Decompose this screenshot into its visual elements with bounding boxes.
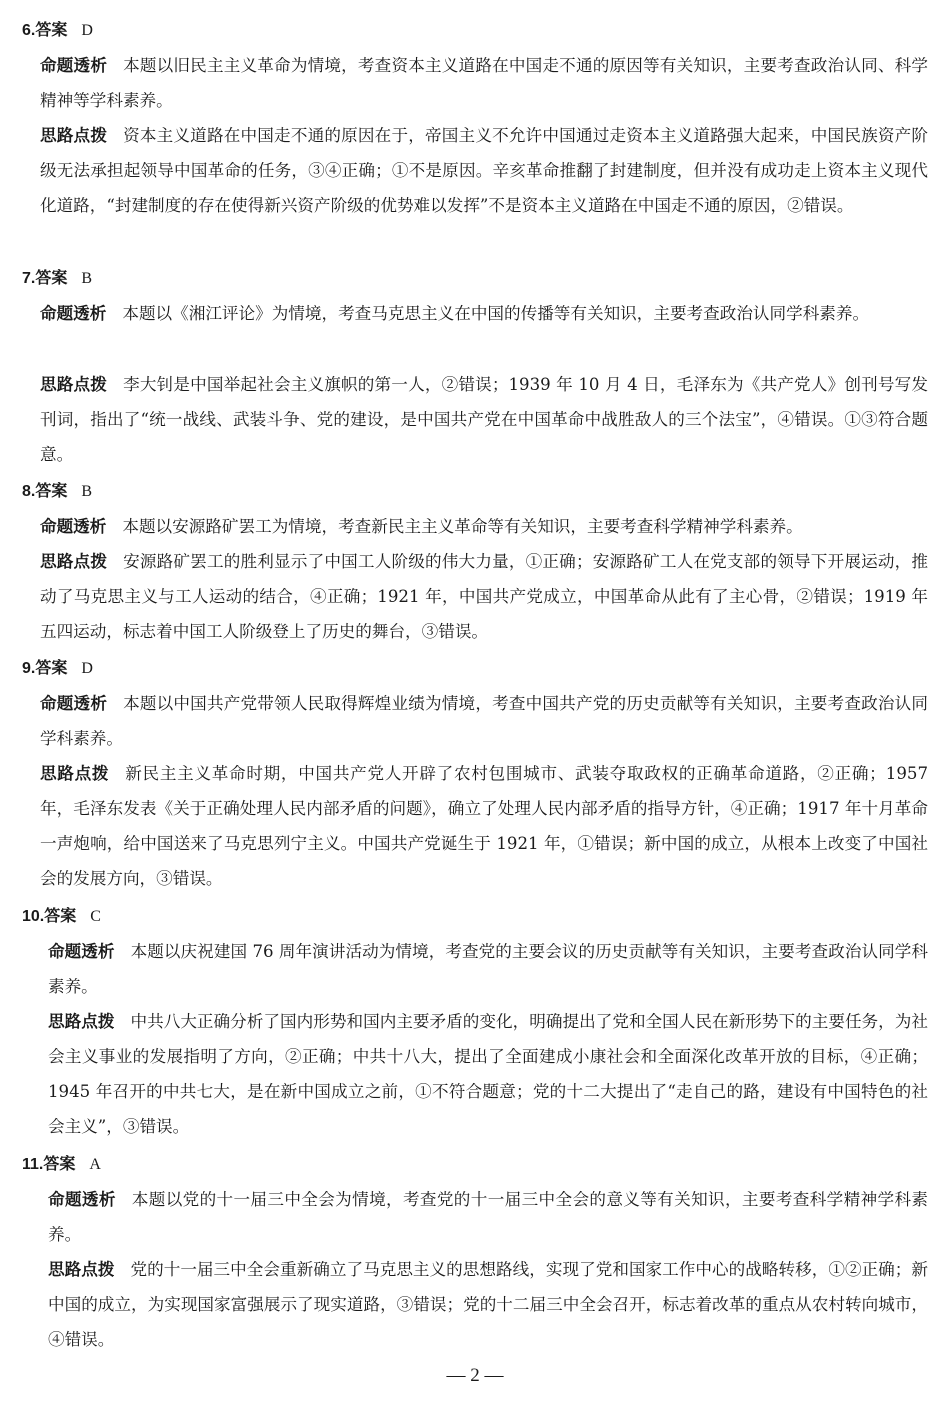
hint-label: 思路点拨 (40, 552, 108, 571)
hint-text: 党的十一届三中全会重新确立了马克思主义的思想路线，实现了党和国家工作中心的战略转移，①②正确；新中国的成立，为实现国家富强展示了现实道路，③错误；党的十二届三中全会召开，标志着改革的重点从农村转向城市，④错误。 (48, 1260, 929, 1349)
question-9-hint (40, 756, 928, 896)
hint-text: 中共八大正确分析了国内形势和国内主要矛盾的变化，明确提出了党和全国人民在新形势下的主要任务，为社会主义事业的发展指明了方向，②正确；中共十八大，提出了全面建成小康社会和全面深化改革开放的目标，④正确；1945 年召开的中共七大，是在新中国成立之前，①不符合题意；党的十二大提出了“走自己的路，建设有中国特色的社会主义”，③错误。 (48, 1012, 929, 1136)
hint-text: 李大钊是中国举起社会主义旗帜的第一人，②错误；1939 年 10 月 4 日，毛泽东为《共产党人》创刊号写发刊词，指出了“统一战线、武装斗争、党的建设，是中国共产党在中国革命中战胜敌人的三个法宝”，④错误。①③符合题意。 (40, 375, 928, 464)
question-6-header (22, 20, 93, 41)
hint-label: 思路点拨 (40, 375, 108, 394)
question-8-analysis (40, 509, 928, 544)
question-11-analysis (48, 1182, 928, 1252)
answer-value: D (81, 22, 93, 39)
question-7-header (22, 268, 92, 289)
question-number: 6. (22, 22, 36, 39)
answer-label: 答案 (44, 906, 77, 925)
analysis-text: 本题以《湘江评论》为情境，考查马克思主义在中国的传播等有关知识，主要考查政治认同学科素养。 (122, 304, 870, 323)
analysis-label: 命题透析 (40, 694, 108, 713)
page-number: — 2 — (446, 1365, 504, 1386)
hint-text: 资本主义道路在中国走不通的原因在于，帝国主义不允许中国通过走资本主义道路强大起来，中国民族资产阶级无法承担起领导中国革命的任务，③④正确；①不是原因。辛亥革命推翻了封建制度，但并没有成功走上资本主义现代化道路，“封建制度的存在使得新兴资产阶级的优势难以发挥”不是资本主义道路在中国走不通的原因，②错误。 (40, 126, 929, 215)
hint-text: 安源路矿罢工的胜利显示了中国工人阶级的伟大力量，①正确；安源路矿工人在党支部的领导下开展运动，推动了马克思主义与工人运动的结合，④正确；1921 年，中国共产党成立，中国革命从此有了主心骨，②错误；1919 年五四运动，标志着中国工人阶级登上了历史的舞台，③错误。 (40, 552, 929, 641)
answer-label: 答案 (43, 1154, 76, 1173)
analysis-label: 命题透析 (40, 517, 107, 536)
question-9-analysis (40, 686, 928, 756)
analysis-text: 本题以中国共产党带领人民取得辉煌业绩为情境，考查中国共产党的历史贡献等有关知识，主要考查政治认同学科素养。 (40, 694, 929, 748)
question-10-analysis (48, 934, 928, 1004)
question-number: 10. (22, 908, 45, 925)
hint-label: 思路点拨 (40, 126, 108, 145)
analysis-text: 本题以安源路矿罢工为情境，考查新民主主义革命等有关知识，主要考查科学精神学科素养。 (122, 517, 803, 536)
question-11-hint (48, 1252, 928, 1357)
question-9-header (22, 658, 93, 679)
analysis-text: 本题以庆祝建国 76 周年演讲活动为情境，考查党的主要会议的历史贡献等有关知识，主要考查政治认同学科素养。 (48, 942, 929, 996)
hint-text: 新民主主义革命时期，中国共产党人开辟了农村包围城市、武装夺取政权的正确革命道路，②正确；1957 年，毛泽东发表《关于正确处理人民内部矛盾的问题》，确立了处理人民内部矛盾的指导方针，④正确；1917 年十月革命一声炮响，给中国送来了马克思列宁主义。中国共产党诞生于 1921 年，①错误；新中国的成立，从根本上改变了中国社会的发展方向，③错误。 (40, 764, 929, 888)
analysis-text: 本题以旧民主主义革命为情境，考查资本主义道路在中国走不通的原因等有关知识，主要考查政治认同、科学精神等学科素养。 (40, 56, 929, 110)
analysis-label: 命题透析 (48, 942, 115, 961)
question-number: 9. (22, 660, 36, 677)
analysis-label: 命题透析 (40, 304, 107, 323)
question-10-header (22, 906, 101, 927)
question-8-header (22, 481, 92, 502)
answer-value: C (90, 908, 101, 925)
hint-label: 思路点拨 (48, 1260, 115, 1279)
answer-value: A (89, 1156, 101, 1173)
analysis-label: 命题透析 (48, 1190, 116, 1209)
question-6-hint (40, 118, 928, 223)
answer-label: 答案 (35, 481, 68, 500)
question-11-header (22, 1154, 101, 1175)
question-number: 7. (22, 270, 36, 287)
answer-value: B (81, 270, 93, 287)
question-7-hint (40, 367, 928, 472)
answer-value: B (81, 483, 93, 500)
answer-label: 答案 (35, 268, 68, 287)
hint-label: 思路点拨 (48, 1012, 115, 1031)
question-7-analysis (40, 296, 928, 331)
answer-value: D (81, 660, 93, 677)
question-8-hint (40, 544, 928, 649)
question-number: 11. (22, 1156, 44, 1173)
analysis-label: 命题透析 (40, 56, 108, 75)
analysis-text: 本题以党的十一届三中全会为情境，考查党的十一届三中全会的意义等有关知识，主要考查科学精神学科素养。 (48, 1190, 929, 1244)
question-6-analysis (40, 48, 928, 118)
answer-label: 答案 (35, 658, 68, 677)
hint-label: 思路点拨 (40, 764, 110, 783)
question-number: 8. (22, 483, 36, 500)
question-10-hint (48, 1004, 928, 1144)
answer-label: 答案 (35, 20, 68, 39)
